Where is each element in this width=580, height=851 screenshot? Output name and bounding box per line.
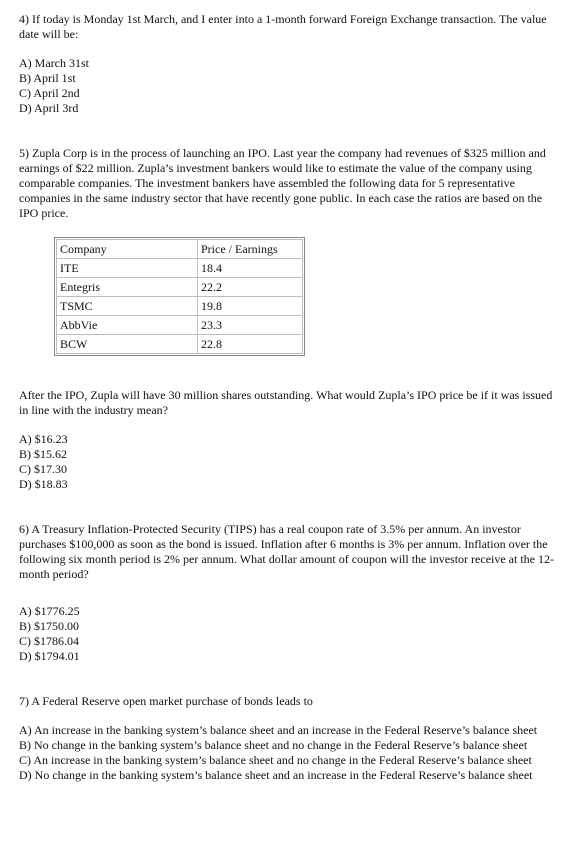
table-cell-company: Entegris [57, 278, 198, 297]
option-a: A) March 31st [19, 56, 89, 70]
table-cell-company: AbbVie [57, 316, 198, 335]
question-7 [19, 694, 564, 783]
option-c: C) April 2nd [19, 86, 80, 100]
question-5-followup: After the IPO, Zupla will have 30 million shares outstanding. What would Zupla’s IPO price be if it was issued in line with the industry mean? [19, 388, 553, 417]
option-b: B) April 1st [19, 71, 76, 85]
question-7-options [19, 723, 564, 783]
table-cell-pe: 22.8 [198, 335, 303, 354]
document-page [19, 12, 564, 783]
table-header-company: Company [57, 240, 198, 259]
table-cell-company: TSMC [57, 297, 198, 316]
pe-table-frame [54, 237, 305, 356]
option-c: C) $1786.04 [19, 634, 79, 648]
question-5 [19, 146, 564, 492]
option-d: D) No change in the banking system’s balance sheet and an increase in the Federal Reserve’s balance sheet [19, 768, 533, 782]
table-row [57, 259, 303, 278]
pe-ratio-table [56, 239, 303, 354]
table-cell-company: ITE [57, 259, 198, 278]
question-5-options [19, 432, 564, 492]
option-d: D) $1794.01 [19, 649, 80, 663]
option-a: A) An increase in the banking system’s balance sheet and an increase in the Federal Reserve’s balance sheet [19, 723, 538, 737]
question-7-stem: 7) A Federal Reserve open market purchase of bonds leads to [19, 694, 313, 708]
table-row [57, 316, 303, 335]
question-6 [19, 522, 564, 664]
option-b: B) $1750.00 [19, 619, 79, 633]
table-header-pe: Price / Earnings [198, 240, 303, 259]
question-6-options [19, 604, 564, 664]
option-b: B) No change in the banking system’s balance sheet and no change in the Federal Reserve’s balance sheet [19, 738, 528, 752]
question-6-stem: 6) A Treasury Inflation-Protected Security (TIPS) has a real coupon rate of 3.5% per annum. An investor purchases $100,000 as soon as the bond is issued. Inflation after 6 months is 3% per annum. Inflation over the following six month period is 2% per annum. What dollar amount of coupon will the investor receive at the 12-month period? [19, 522, 554, 581]
table-cell-pe: 19.8 [198, 297, 303, 316]
question-4 [19, 12, 564, 116]
table-header-row [57, 240, 303, 259]
option-a: A) $16.23 [19, 432, 68, 446]
table-cell-pe: 18.4 [198, 259, 303, 278]
option-d: D) April 3rd [19, 101, 79, 115]
question-4-options [19, 56, 564, 116]
table-cell-pe: 23.3 [198, 316, 303, 335]
table-row [57, 335, 303, 354]
option-c: C) An increase in the banking system’s balance sheet and no change in the Federal Reserve’s balance sheet [19, 753, 532, 767]
table-row [57, 297, 303, 316]
question-5-stem: 5) Zupla Corp is in the process of launching an IPO. Last year the company had revenues of $325 million and earnings of $22 million. Zupla’s investment bankers would like to estimate the value of the company using comparable companies. The investment bankers have assembled the following data for 5 representative companies in the same industry sector that have recently gone public. In each case the ratios are based on the IPO price. [19, 146, 546, 220]
table-cell-pe: 22.2 [198, 278, 303, 297]
option-c: C) $17.30 [19, 462, 67, 476]
table-row [57, 278, 303, 297]
option-d: D) $18.83 [19, 477, 68, 491]
option-b: B) $15.62 [19, 447, 67, 461]
table-cell-company: BCW [57, 335, 198, 354]
option-a: A) $1776.25 [19, 604, 80, 618]
question-4-stem: 4) If today is Monday 1st March, and I enter into a 1-month forward Foreign Exchange transaction. The value date will be: [19, 12, 547, 41]
